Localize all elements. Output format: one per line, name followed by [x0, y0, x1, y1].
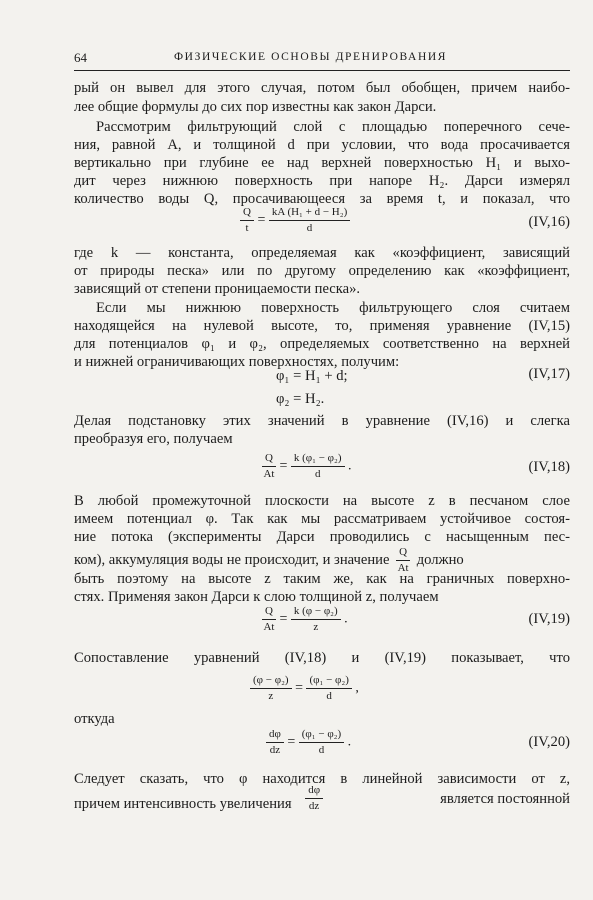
- text-line: преобразуя его, получаем: [74, 431, 233, 447]
- chapter-title: ФИЗИЧЕСКИЕ ОСНОВЫ ДРЕНИРОВАНИЯ: [174, 51, 448, 63]
- text-line: Сопоставление уравнений (IV,18) и (IV,19) показывает, что: [74, 650, 570, 666]
- text-line: и нижней ограничивающих поверхностях, получим:: [74, 354, 400, 370]
- text-line: Делая подстановку этих значений в уравнение (IV,16) и слегка: [74, 413, 570, 429]
- header-rule: [74, 70, 570, 71]
- text-line: В любой промежуточной плоскости на высоте z в песчаном слое: [74, 493, 570, 509]
- inline-fraction: $\frac{d\varphi}{dz}$: [305, 784, 323, 813]
- equation-iv20: $\frac{d\varphi}{dz}$ = $\frac{\text{(φ₁ − φ₂)}}{d}$ .: [266, 728, 351, 757]
- text-line: рый он вывел для этого случая, потом был обобщен, причем наибо-: [74, 80, 570, 96]
- text-line: быть поэтому на высоте z таким же, как на граничных поверхно-: [74, 571, 570, 587]
- equation-label: (IV,20): [528, 734, 570, 750]
- equation-iv16: $\frac{Q}{t}$ = $\frac{\text{kA (H₁ + d − H₂)}}{d}$: [240, 206, 350, 235]
- text-line: от природы песка» или по другому определению как «коэффициент,: [74, 263, 570, 279]
- equation-iv19: $\frac{Q}{At}$ = $\frac{\text{k (φ − φ₂)}}{z}$ .: [263, 605, 348, 633]
- equation-label: (IV,19): [528, 611, 570, 627]
- page-number: 64: [74, 50, 87, 65]
- text-line: зависящий от степени проницаемости песка».: [74, 281, 361, 297]
- text-line-with-fraction: ком), аккумуляция воды не происходит, и значение $\frac{Q}{At}$ должно: [74, 546, 464, 574]
- equation-iv18: $\frac{Q}{At}$ = $\frac{\text{k (φ₁ − φ₂)}}{d}$ .: [263, 452, 352, 480]
- equation-iv17-b: φ₂ = H₂.: [276, 391, 325, 407]
- text-line: Рассмотрим фильтрующий слой с площадью поперечного сече-: [96, 119, 570, 135]
- text-line: где k — константа, определяемая как «коэффициент, зависящий: [74, 245, 570, 261]
- text-line: для потенциалов φ₁ и φ₂, определяемых соответственно на верхней: [74, 336, 570, 352]
- text-line: находящейся на нулевой высоте, то, применяя уравнение (IV,15): [74, 318, 570, 334]
- text-line: лее общие формулы до сих пор известны как закон Дарси.: [74, 99, 437, 115]
- running-header: [74, 50, 570, 70]
- text-line: вертикально при глубине ее над верхней поверхностью H₁ и выхо-: [74, 155, 570, 171]
- equation-iv17-a: φ₁ = H₁ + d;: [276, 368, 348, 384]
- equation-label: (IV,17): [528, 366, 570, 382]
- text-line: дит через нижнюю поверхность при напоре H₂. Дарси измерял: [74, 173, 570, 189]
- text-line-with-fraction: причем интенсивность увеличения $\frac{d\varphi}{dz}$ является постоянной: [74, 784, 570, 812]
- equation-label: (IV,18): [528, 459, 570, 475]
- text-line: ния, равной A, и толщиной d при условии, что вода просачивается: [74, 137, 570, 153]
- text-line: стях. Применяя закон Дарси к слою толщиной z, получаем: [74, 589, 439, 605]
- inline-fraction: $\frac{Q}{At}$: [397, 546, 409, 574]
- text-line: откуда: [74, 711, 115, 727]
- text-line: имеем потенциал φ. Так как мы рассматриваем устойчивое состоя-: [74, 511, 570, 527]
- equation-comparison: $\frac{\text{(φ − φ₂)}}{z}$ = $\frac{\text{(φ₁ − φ₂)}}{d}$ ,: [250, 674, 359, 703]
- equation-label: (IV,16): [528, 214, 570, 230]
- text-line: ние потока (эксперименты Дарси проводились с насыщенным пес-: [74, 529, 570, 545]
- text-line: Если мы нижнюю поверхность фильтрующего слоя считаем: [96, 300, 570, 316]
- text-line: количество воды Q, просачивающееся за время t, и показал, что: [74, 191, 570, 207]
- text-line: Следует сказать, что φ находится в линейной зависимости от z,: [74, 771, 570, 787]
